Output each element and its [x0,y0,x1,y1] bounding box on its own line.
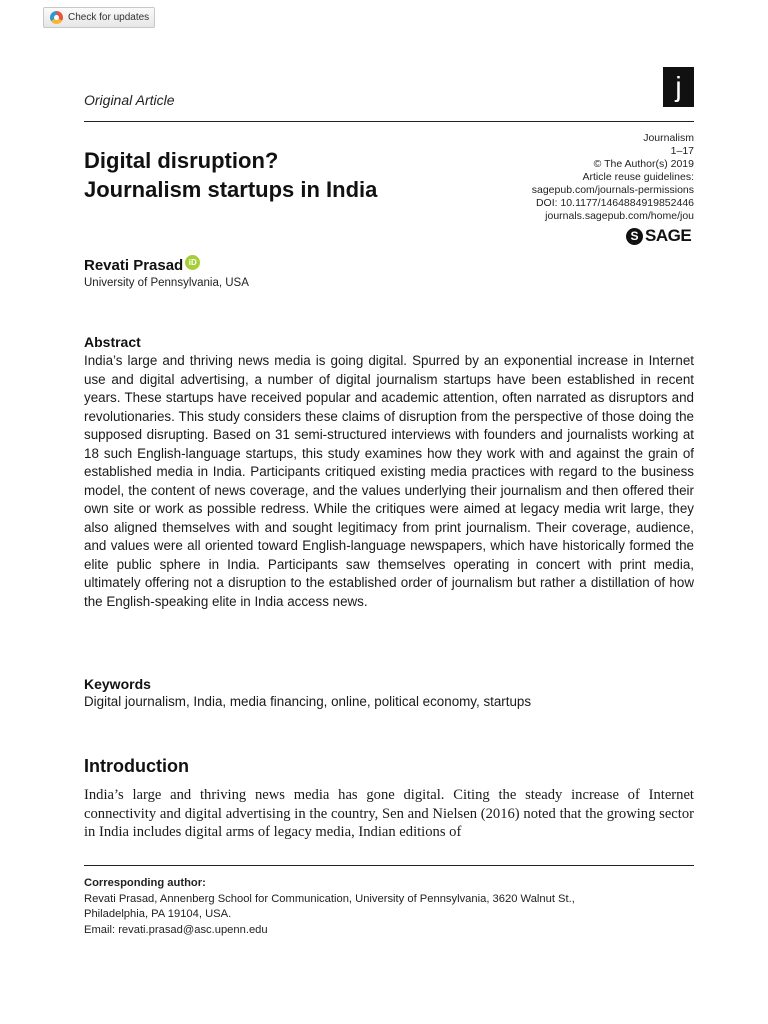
keywords-heading: Keywords [84,676,151,692]
article-title-line-2: Journalism startups in India [84,177,378,202]
author-name: Revati Prasad [84,257,184,274]
journal-name: Journalism [643,132,694,144]
footnote-divider [84,865,694,866]
article-title [84,146,504,204]
article-type: Original Article [84,92,175,108]
corresponding-email[interactable]: Email: revati.prasad@asc.upenn.edu [84,923,268,936]
article-title-line-1: Digital disruption? [84,148,279,173]
journal-logo: j [663,67,694,107]
introduction-text: India’s large and thriving news media has gone digital. Citing the steady increase of Internet connectivity and digital advertising in the country, Sen and Nielsen (2016) noted that the growing sector in India includes digital arms of legacy media, Indian editions of [84,787,694,840]
permissions-link[interactable]: sagepub.com/journals-permissions [531,184,694,196]
corresponding-author [84,876,694,938]
journal-homepage-link[interactable]: journals.sagepub.com/home/jou [545,210,694,222]
doi[interactable]: DOI: 10.1177/1464884919852446 [535,197,694,209]
journal-metadata [532,132,694,223]
corresponding-address-line-2: Philadelphia, PA 19104, USA. [84,908,232,920]
crossmark-icon [50,11,63,24]
sage-logo-text: SAGE [645,226,692,245]
corresponding-address-line-1: Revati Prasad, Annenberg School for Communication, University of Pennsylvania, 3620 Walnut St., [84,892,575,905]
keywords-text: Digital journalism, India, media financing, online, political economy, startups [84,694,532,709]
author-affiliation: University of Pennsylvania, USA [84,277,249,289]
sage-logo-icon: S [626,228,643,245]
reuse-guidelines: Article reuse guidelines: [582,171,694,183]
check-for-updates-label: Check for updates [68,12,150,23]
orcid-icon[interactable]: iD [185,255,200,270]
abstract-text: India’s large and thriving news media is going digital. Spurred by an exponential increase in Internet use and digital advertising, a number of digital journalism startups have been established in recent years. These startups have received popular and academic attention, often narrated as disruptors and revolutionaries. This study considers these claims of disruption from the perspective of those doing the supposed disrupting. Based on 31 semi-structured interviews with founders and journalists working at 18 such English-language startups, this study examines how they work with and against the grain of established media in India. Participants critiqued existing media practices with regard to the business model, the content of news coverage, and the values underlying their journalism and then offered their own site or work as possible redress. While the critiques were aimed at legacy media writ large, they also aligned themselves with and sought legitimacy from print journalism. Their coverage, audience, and values were all oriented toward English-language newspapers, which have historically formed the elite public sphere in India. Participants saw themselves operating in concert with print media, ultimately offering not a disruption to the established order of journalism but rather a distillation of how the English-speaking elite in India access news. [84,353,694,609]
copyright: © The Author(s) 2019 [593,158,694,170]
page-range: 1–17 [670,145,694,157]
corresponding-author-heading: Corresponding author: [84,877,206,889]
header-divider [84,121,694,122]
introduction-heading: Introduction [84,756,189,776]
author [84,257,200,274]
check-for-updates-button[interactable] [43,7,155,28]
sage-logo [626,227,691,245]
abstract-heading: Abstract [84,334,141,350]
